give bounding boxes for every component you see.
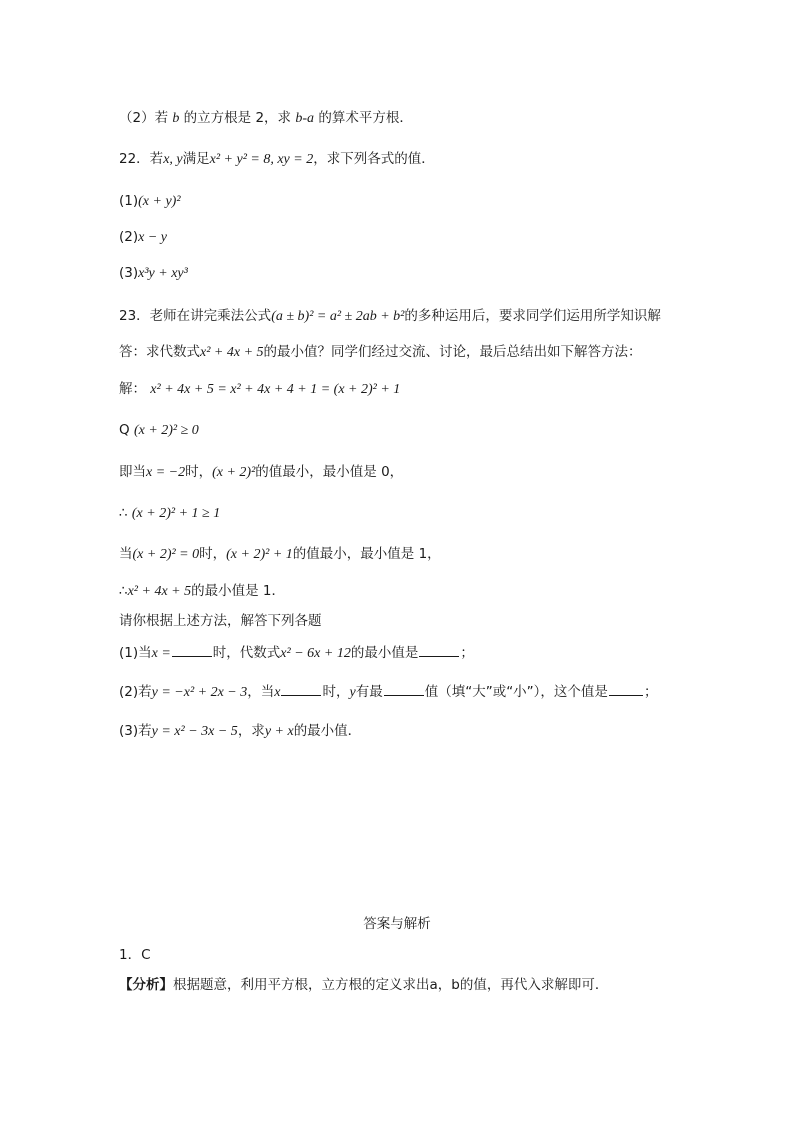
q23-step5-suffix: 的值最小，最小值是 1， xyxy=(292,546,441,562)
q22-vars: x, y xyxy=(163,152,183,167)
q23-step3 xyxy=(119,462,403,483)
q23-formula: (a ± b)² = a² ± 2ab + b² xyxy=(271,309,405,324)
q21-part2-label: （2）若 xyxy=(119,110,169,126)
answer-blank-p1-x[interactable] xyxy=(172,642,212,657)
q23-part1 xyxy=(119,642,474,664)
q23-p1-prefix: (1)当 xyxy=(119,645,152,661)
q22-intro-suffix: ，求下列各式的值． xyxy=(313,151,435,167)
answers-heading: 答案与解析 xyxy=(363,916,431,932)
q23-p1-suffix: 的最小值是 xyxy=(350,645,419,661)
answer-blank-p2-x[interactable] xyxy=(281,681,321,696)
q23-intro2-suffix: 的最小值？同学们经过交流、讨论，最后总结出如下解答方法： xyxy=(263,344,642,360)
q23-step1 xyxy=(119,379,400,400)
q23-step6 xyxy=(119,581,285,602)
q21-part2-line xyxy=(119,108,413,129)
q23-intro-line1 xyxy=(119,306,661,327)
q23-step5-mid: 时， xyxy=(199,546,227,562)
q22-item-2-expr: x − y xyxy=(138,230,167,245)
q23-p3-suffix: 的最小值． xyxy=(293,723,362,739)
therefore-symbol: ∴ xyxy=(119,505,128,521)
q23-step1-expr: x² + 4x + 5 = x² + 4x + 4 + 1 = (x + 2)² + 1 xyxy=(150,382,401,397)
q23-instruction xyxy=(119,611,322,631)
because-symbol: Q xyxy=(119,422,130,438)
q23-p2-mid1: ，当 xyxy=(247,684,275,700)
q21-var-b: b xyxy=(172,111,180,126)
q23-step5-expr: (x + 2)² + 1 xyxy=(226,547,293,562)
q21-text2: 的算术平方根． xyxy=(314,110,413,126)
q23-p2-mid2: 时， xyxy=(322,684,350,700)
q21-expr: b-a xyxy=(295,111,315,126)
q23-p2-var: x xyxy=(274,685,281,700)
q22-item-1-expr: (x + y)² xyxy=(138,194,181,209)
analysis-text: 根据题意，利用平方根，立方根的定义求出a，b的值，再代入求解即可． xyxy=(173,977,609,993)
q23-step4 xyxy=(119,503,220,524)
analysis-line xyxy=(119,975,608,995)
q23-step2 xyxy=(119,420,199,441)
q23-p1-var: x = xyxy=(151,646,171,661)
q23-p1-expr: x² − 6x + 12 xyxy=(280,646,351,661)
q23-step2-expr: (x + 2)² ≥ 0 xyxy=(133,423,199,438)
q22-item-1 xyxy=(119,191,181,212)
q22-item-1-label: (1) xyxy=(119,193,139,209)
q23-intro2-prefix: 答：求代数式 xyxy=(119,344,200,360)
q23-part2 xyxy=(119,681,657,703)
q23-step3-suffix: 的值最小，最小值是 0， xyxy=(255,464,404,480)
q23-p3-expr2: y + x xyxy=(264,724,294,739)
q23-step5-cond: (x + 2)² = 0 xyxy=(132,547,200,562)
q21-text1: 的立方根是 2，求 xyxy=(179,110,296,126)
q22-item-3 xyxy=(119,263,188,284)
q23-p1-mid: 时，代数式 xyxy=(212,645,281,661)
q23-part3 xyxy=(119,721,361,742)
q23-step6-expr: x² + 4x + 5 xyxy=(127,584,192,599)
q23-p3-prefix: (3)若 xyxy=(119,723,152,739)
q23-step3-mid: 时， xyxy=(185,464,213,480)
q22-item-3-expr: x³y + xy³ xyxy=(138,266,188,281)
q23-p2-mid4: 值（填“大”或“小”），这个值是 xyxy=(424,684,608,700)
q23-p2-end: ； xyxy=(643,684,658,700)
q22-item-3-label: (3) xyxy=(119,265,139,281)
q23-step3-cond: x = −2 xyxy=(146,465,186,480)
q22-intro-mid: 满足 xyxy=(182,151,210,167)
q23-intro1-suffix: 的多种运用后，要求同学们运用所学知识解 xyxy=(404,308,661,324)
q23-p1-end: ； xyxy=(460,645,474,661)
q23-step3-prefix: 即当 xyxy=(119,464,146,480)
q22-intro-prefix: 22．若 xyxy=(119,151,164,167)
q23-p2-var2: y xyxy=(349,685,356,700)
q23-intro2-expr: x² + 4x + 5 xyxy=(200,345,264,360)
q23-instruction-text: 请你根据上述方法，解答下列各题 xyxy=(119,613,322,629)
q22-item-2-label: (2) xyxy=(119,229,139,245)
q23-intro-line2 xyxy=(119,342,642,363)
answer-1: 1．C xyxy=(119,947,151,963)
answer-blank-p2-type[interactable] xyxy=(384,681,424,696)
q23-p2-expr: y = −x² + 2x − 3 xyxy=(151,685,248,700)
q23-step1-label: 解： xyxy=(119,381,146,397)
q23-step4-expr: (x + 2)² + 1 ≥ 1 xyxy=(131,506,221,521)
therefore-symbol-2: ∴ xyxy=(119,583,128,599)
q23-p3-mid: ，求 xyxy=(237,723,265,739)
answer-blank-p1-min[interactable] xyxy=(419,642,459,657)
q23-p2-prefix: (2)若 xyxy=(119,684,152,700)
q22-item-2 xyxy=(119,227,167,248)
analysis-label: 【分析】 xyxy=(119,977,173,993)
q22-intro xyxy=(119,149,435,170)
q23-step5 xyxy=(119,544,441,565)
q23-step6-suffix: 的最小值是 1． xyxy=(191,583,286,599)
q23-intro1-prefix: 23．老师在讲完乘法公式 xyxy=(119,308,272,324)
q23-step3-expr: (x + 2)² xyxy=(212,465,256,480)
q23-p3-expr: y = x² − 3x − 5 xyxy=(151,724,238,739)
q23-step5-prefix: 当 xyxy=(119,546,133,562)
answer-blank-p2-value[interactable] xyxy=(609,681,643,696)
q22-condition: x² + y² = 8, xy = 2 xyxy=(209,152,314,167)
q23-p2-mid3: 有最 xyxy=(355,684,383,700)
